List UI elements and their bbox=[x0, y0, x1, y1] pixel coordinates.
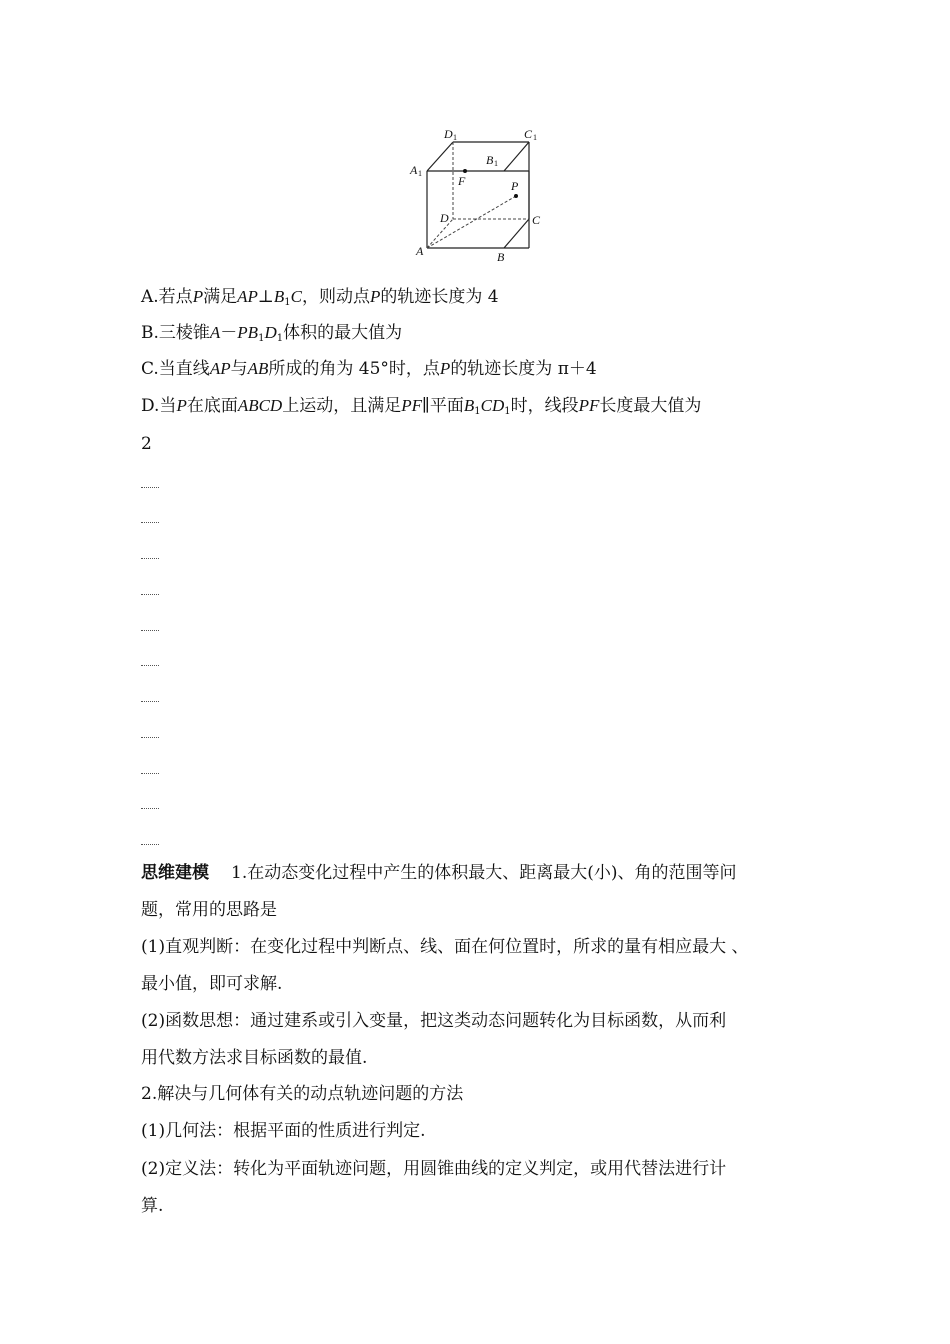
label-c1-sub: 1 bbox=[533, 133, 537, 142]
summary-paragraph-1-cont: 题，常用的思路是 bbox=[141, 900, 277, 920]
answer-blank-line bbox=[141, 594, 159, 595]
summary-point-2-cont: 用代数方法求目标函数的最值. bbox=[141, 1048, 368, 1068]
answer-blank-line bbox=[141, 737, 159, 738]
summary-paragraph-2: 2.解决与几何体有关的动点轨迹问题的方法 bbox=[141, 1084, 464, 1104]
label-c1: C bbox=[524, 127, 533, 141]
option-c: C.当直线AP与AB所成的角为 45°时，点P的轨迹长度为 π＋4 bbox=[141, 359, 597, 379]
answer-blank-line bbox=[141, 773, 159, 774]
summary-method-2: (2)定义法：转化为平面轨迹问题，用圆锥曲线的定义判定，或用代替法进行计 bbox=[141, 1159, 727, 1179]
summary-point-2: (2)函数思想：通过建系或引入变量，把这类动态问题转化为目标函数，从而利 bbox=[141, 1011, 727, 1031]
option-a: A.若点P满足$AP\perp B_1C$，则动点P的轨迹长度为 4 bbox=[141, 287, 499, 308]
summary-point-1: (1)直观判断：在变化过程中判断点、线、面在何位置时，所求的量有相应最大 、 bbox=[141, 937, 749, 957]
summary-method-2-cont: 算. bbox=[141, 1196, 164, 1216]
label-a: A bbox=[416, 244, 424, 258]
summary-paragraph-1: 思维建模 1.在动态变化过程中产生的体积最大、距离最大(小)、角的范围等问 bbox=[141, 863, 737, 883]
option-b: B.三棱锥$A-PB_1D_1$体积的最大值为 bbox=[141, 323, 403, 344]
label-a1-sub: 1 bbox=[418, 169, 422, 178]
summary-method-1: (1)几何法：根据平面的性质进行判定. bbox=[141, 1121, 426, 1141]
answer-blank-line bbox=[141, 701, 159, 702]
label-b: B bbox=[497, 250, 505, 264]
option-d-continued: 2 bbox=[141, 434, 152, 454]
label-d1: D bbox=[444, 127, 453, 141]
label-d: D bbox=[440, 211, 449, 225]
option-d: D.当P在底面ABCD上运动，且满足PF∥平面$B_1CD_1$时，线段PF长度最大值为 bbox=[141, 396, 702, 417]
answer-blank-line bbox=[141, 844, 159, 845]
point-p bbox=[514, 194, 518, 198]
label-b1-sub: 1 bbox=[494, 159, 498, 168]
label-f: F bbox=[458, 174, 466, 188]
cube-figure bbox=[400, 122, 560, 267]
summary-heading: 思维建模 bbox=[141, 863, 209, 883]
answer-blank-line bbox=[141, 558, 159, 559]
label-d1-sub: 1 bbox=[453, 133, 457, 142]
answer-blank-line bbox=[141, 522, 159, 523]
label-b1: B bbox=[486, 153, 494, 167]
answer-blank-line bbox=[141, 665, 159, 666]
label-p: P bbox=[511, 179, 519, 193]
cube-diagram bbox=[400, 122, 560, 267]
answer-blank-line bbox=[141, 487, 159, 488]
answer-blank-line bbox=[141, 808, 159, 809]
label-c: C bbox=[532, 213, 541, 227]
label-a1: A bbox=[410, 163, 418, 177]
answer-blank-line bbox=[141, 630, 159, 631]
point-f bbox=[463, 169, 467, 173]
edge-a1d1 bbox=[427, 142, 453, 171]
edge-bc bbox=[504, 219, 529, 248]
edge-b1c1 bbox=[504, 142, 529, 171]
summary-point-1-cont: 最小值，即可求解. bbox=[141, 974, 283, 994]
